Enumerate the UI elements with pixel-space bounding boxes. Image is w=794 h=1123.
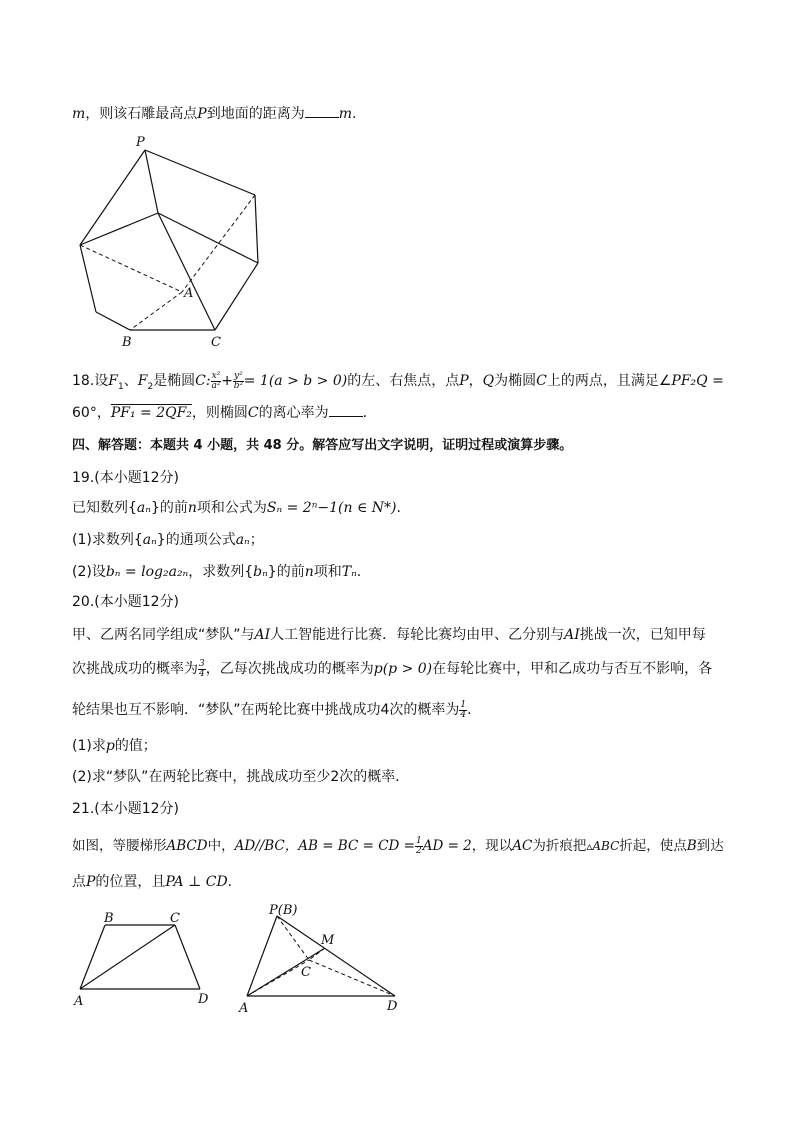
figure-folded	[235, 898, 410, 1023]
q18-text-c: 的左、右焦点，点	[347, 373, 460, 389]
q21-title: 21.(本小题12分)	[72, 801, 180, 817]
figure-cube	[70, 130, 270, 350]
q18-f1: F	[108, 373, 118, 389]
q17-tail-line	[72, 104, 356, 124]
trap-label-d: D	[198, 992, 209, 1007]
q19-part2: (2)设bₙ = log₂a₂ₙ，求数列{bₙ}的前n项和Tₙ.	[72, 564, 362, 580]
q18-text-e: 上的两点，且满足∠	[546, 373, 672, 389]
fold-label-a: A	[239, 1001, 249, 1016]
trap-label-a: A	[74, 994, 84, 1009]
q17-m2: m	[338, 106, 352, 122]
q18-text-b: 是椭圆	[153, 373, 196, 389]
trap-label-c: C	[170, 911, 180, 926]
fold-label-c: C	[301, 965, 311, 980]
q21-line2: 点P的位置，且PA ⊥ CD.	[72, 874, 233, 890]
cube-label-p: P	[136, 135, 145, 150]
fold-label-m: M	[321, 933, 335, 948]
q21-frac-half: $\frac{1}{2}$	[415, 835, 422, 856]
q18-f2: F	[137, 373, 148, 389]
q18-sixty: 60°，	[72, 405, 111, 421]
q18-answer-blank	[329, 403, 363, 417]
q18-f1-sub: 1	[117, 381, 124, 392]
q17-p: P	[197, 106, 207, 122]
q18-p: P	[459, 373, 469, 389]
cube-label-a: A	[184, 286, 194, 301]
q18-eq: = 1(a > b > 0)	[243, 373, 348, 389]
q20-title: 20.(本小题12分)	[72, 594, 180, 610]
q18-line2	[72, 403, 367, 423]
q19-bn-formula: bₙ = log₂a₂ₙ	[105, 564, 189, 580]
q18-f2-sub: 2	[147, 381, 154, 392]
q18-lead: 18.设	[72, 373, 109, 389]
q20-line3: 轮结果也互不影响．“梦队”在两轮比赛中挑战成功4次的概率为 $\frac{1}{4}$ .	[72, 699, 472, 720]
q20-frac-three-quarters: $\frac{3}{4}$	[199, 658, 205, 679]
q17-m: m	[72, 106, 86, 122]
fold-label-pb: P(B)	[269, 903, 298, 918]
q18-vector: PF₁ = 2QF₂	[110, 405, 192, 421]
q17-text: ，则该石雕最高点	[85, 106, 198, 122]
q17-end: .	[351, 106, 357, 122]
q18-c: C:	[195, 373, 211, 389]
figure-trapezoid	[70, 905, 220, 1015]
q20-line1: 甲、乙两名同学组成“梦队”与AI人工智能进行比赛．每轮比赛均由甲、乙分别与AI挑战一次，已知甲每	[72, 627, 706, 643]
q18-frac-x: $\frac{\text{x²}}{\text{a²}}$	[211, 370, 221, 391]
q19-formula: Sₙ = 2ⁿ−1(n ∈ N*)	[266, 500, 397, 516]
q18-line1	[72, 369, 724, 393]
q19-stem: 已知数列{aₙ}的前n项和公式为Sₙ = 2ⁿ−1(n ∈ N*).	[72, 500, 401, 516]
section-four-heading: 四、解答题：本题共 4 小题，共 48 分。解答应写出文字说明，证明过程或演算步骤。	[72, 438, 573, 453]
q18-c2: C	[536, 373, 547, 389]
cube-label-c: C	[211, 335, 221, 350]
q18-plus: +	[221, 373, 234, 389]
q18-sep: 、	[123, 373, 138, 389]
q19-title: 19.(本小题12分)	[72, 470, 180, 486]
q18-comma: ，	[468, 373, 483, 389]
trap-label-b: B	[104, 911, 114, 926]
q17-answer-blank	[305, 104, 339, 118]
fold-label-d: D	[387, 999, 398, 1014]
q20-frac-quarter: $\frac{1}{4}$	[460, 699, 467, 720]
q20-part2: (2)求“梦队”在两轮比赛中，挑战成功至少2次的概率．	[72, 769, 410, 785]
q18-text-f: ，则椭圆	[191, 405, 248, 421]
q18-text-d: 为椭圆	[494, 373, 537, 389]
cube-label-b: B	[122, 335, 132, 350]
q18-end: .	[362, 405, 368, 421]
q19-part1: (1)求数列{aₙ}的通项公式aₙ；	[72, 532, 264, 548]
q18-q: Q	[482, 373, 495, 389]
q20-line2: 次挑战成功的概率为 $\frac{3}{4}$ ，乙每次挑战成功的概率为p(p > 0)在每轮比赛中，甲和乙成功与否互不影响，各	[72, 658, 713, 679]
q20-part1: (1)求p的值；	[72, 738, 157, 754]
q18-text-g: 的离心率为	[258, 405, 329, 421]
q21-line1: 如图，等腰梯形ABCD中，AD//BC，AB = BC = CD = $\frac{1}{2}$ AD = 2，现以AC为折痕把▵ABC折起，使点B到达	[72, 835, 724, 856]
q18-angle: PF₂Q =	[671, 373, 724, 389]
q18-c3: C	[247, 405, 259, 421]
q17-text2: 到地面的距离为	[206, 106, 305, 122]
q18-frac-y: $\frac{\text{y²}}{\text{b²}}$	[233, 370, 244, 391]
